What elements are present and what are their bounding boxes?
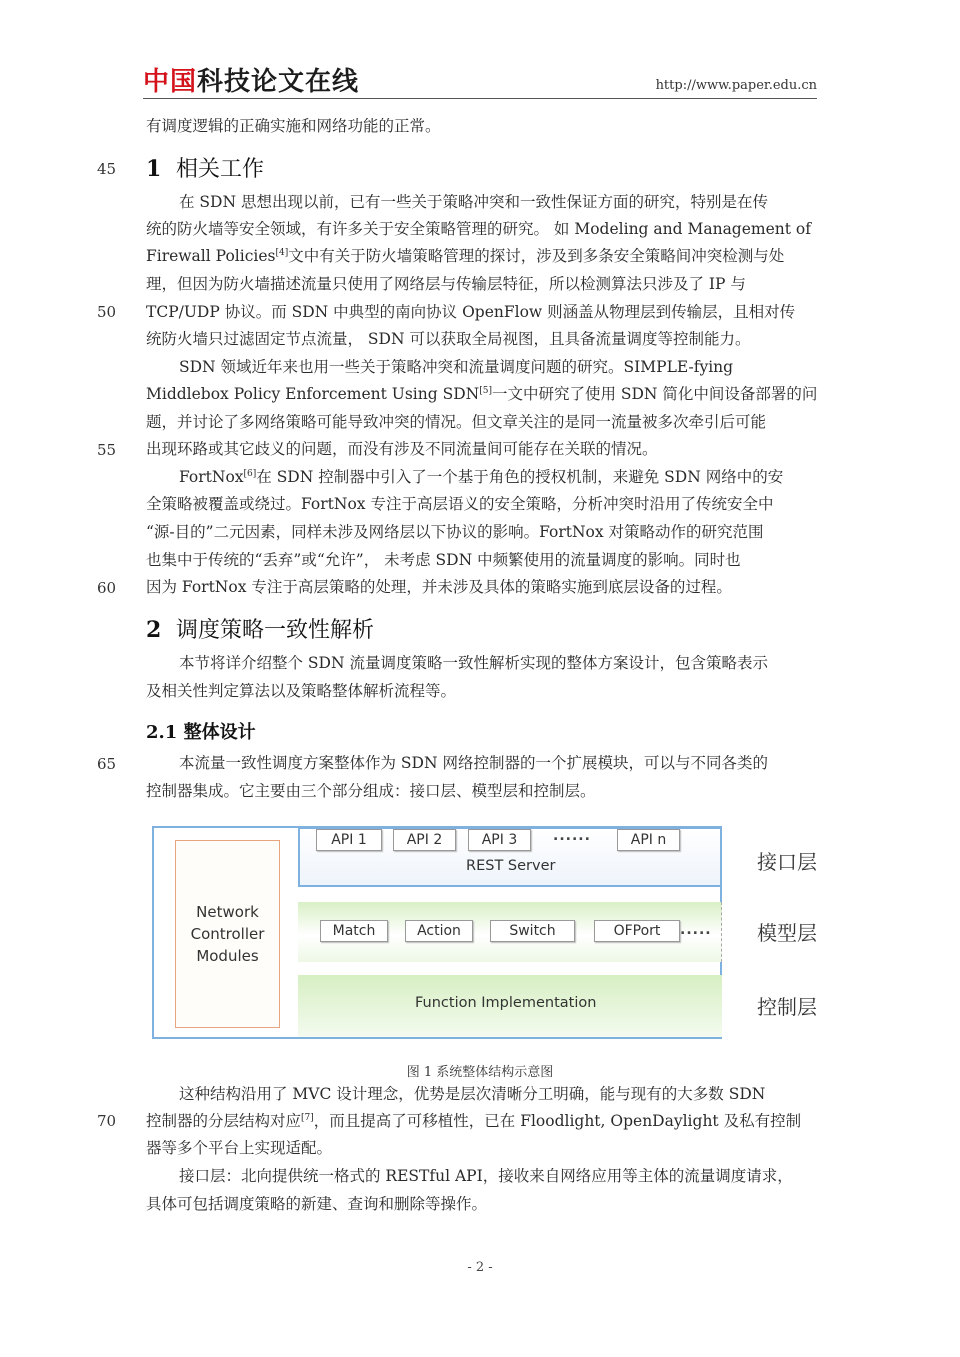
citation-ref[interactable]: [4] — [275, 247, 289, 258]
section-heading-1: 1 相关工作 — [146, 156, 265, 182]
text-line: 本节将详介绍整个 SDN 流量调度策略一致性解析实现的整体方案设计，包含策略表示 — [179, 654, 768, 672]
model-box: Switch — [490, 920, 575, 942]
line-number: 70 — [97, 1112, 117, 1130]
section-heading-2: 2 调度策略一致性解析 — [146, 617, 375, 643]
line-number: 55 — [97, 441, 117, 459]
line-number: 60 — [97, 579, 117, 597]
text-line: 出现环路或其它歧义的问题，而没有涉及不同流量间可能存在关联的情况。 — [146, 440, 658, 458]
text-line: 控制器的分层结构对应[7]，而且提高了可移植性，已在 Floodlight, OpenDaylight 及私有控制 — [146, 1112, 802, 1130]
text-line: 及相关性判定算法以及策略整体解析流程等。 — [146, 682, 457, 700]
network-controller-modules: Network Controller Modules — [175, 840, 280, 1028]
text-line: 理，但因为防火墙描述流量只使用了网络层与传输层特征，所以检测算法只涉及了 IP 与 — [146, 275, 746, 293]
text-line: 这种结构沿用了 MVC 设计理念，优势是层次清晰分工明确，能与现有的大多数 SDN — [179, 1085, 766, 1103]
text-line: Middlebox Policy Enforcement Using SDN[5]一文中研究了使用 SDN 简化中间设备部署的问 — [146, 385, 818, 403]
text-line: 全策略被覆盖或绕过。FortNox 专注于高层语义的安全策略，分析冲突时沿用了传统安全中 — [146, 495, 774, 513]
header-rule — [143, 98, 817, 99]
citation-ref[interactable]: [7] — [301, 1112, 314, 1123]
text-line: 控制器集成。它主要由三个部分组成：接口层、模型层和控制层。 — [146, 782, 596, 800]
text-line: TCP/UDP 协议。而 SDN 中典型的南向协议 OpenFlow 则涵盖从物理层到传输层，且相对传 — [146, 303, 796, 321]
page-number: - 2 - — [467, 1260, 493, 1275]
text-line: 接口层：北向提供统一格式的 RESTful API，接收来自网络应用等主体的流量调度请求， — [179, 1167, 793, 1185]
line-number: 45 — [97, 160, 117, 178]
rest-server-label: REST Server — [466, 858, 556, 874]
line-number: 50 — [97, 303, 117, 321]
figure-caption: 图 1 系统整体结构示意图 — [406, 1065, 554, 1080]
layer-label-control: 控制层 — [757, 995, 817, 1019]
text-line: 题，并讨论了多网络策略可能导致冲突的情况。但文章关注的是同一流量被多次牵引后可能 — [146, 413, 767, 431]
text-line: SDN 领域近年来也用一些关于策略冲突和流量调度问题的研究。SIMPLE-fying — [179, 358, 734, 376]
text-line: 统防火墙只过滤固定节点流量， SDN 可以获取全局视图，且具备流量调度等控制能力。 — [146, 330, 751, 348]
text-line: Firewall Policies[4]文中有关于防火墙策略管理的探讨，涉及到多条安全策略间冲突检测与处 — [146, 247, 785, 265]
text-line: 器等多个平台上实现适配。 — [146, 1139, 333, 1157]
text-line: 也集中于传统的“丢弃”或“允许”， 未考虑 SDN 中频繁使用的流量调度的影响。同时也 — [146, 551, 741, 569]
model-box: OFPort — [594, 920, 680, 942]
line-number: 65 — [97, 755, 117, 773]
function-implementation-label: Function Implementation — [415, 995, 597, 1011]
api-box: API 2 — [393, 829, 456, 851]
text-line: 具体可包括调度策略的新建、查询和删除等操作。 — [146, 1195, 488, 1213]
journal-logo: 中国科技论文在线 — [143, 67, 360, 97]
model-box: Match — [320, 920, 388, 942]
api-box: API 3 — [468, 829, 531, 851]
model-ellipsis: ..... — [680, 922, 712, 938]
model-box: Action — [405, 920, 473, 942]
text-line: FortNox[6]在 SDN 控制器中引入了一个基于角色的授权机制，来避免 SDN 网络中的安 — [179, 468, 784, 486]
api-box: API 1 — [316, 829, 382, 851]
text-line: 在 SDN 思想出现以前，已有一些关于策略冲突和一致性保证方面的研究，特别是在传 — [179, 193, 768, 211]
text-line: 本流量一致性调度方案整体作为 SDN 网络控制器的一个扩展模块，可以与不同各类的 — [179, 754, 768, 772]
text-line: “源-目的”二元因素，同样未涉及网络层以下协议的影响。FortNox 对策略动作的研究范围 — [146, 523, 764, 541]
text-line: 有调度逻辑的正确实施和网络功能的正常。 — [146, 117, 441, 135]
api-box: API n — [617, 829, 680, 851]
citation-ref[interactable]: [5] — [479, 385, 492, 396]
citation-ref[interactable]: [6] — [243, 468, 257, 479]
layer-label-model: 模型层 — [757, 921, 817, 945]
journal-url[interactable]: http://www.paper.edu.cn — [655, 78, 817, 93]
api-ellipsis: ...... — [553, 828, 591, 844]
text-line: 因为 FortNox 专注于高层策略的处理，并未涉及具体的策略实施到底层设备的过程。 — [146, 578, 732, 596]
subsection-heading: 2.1 整体设计 — [146, 722, 256, 743]
text-line: 统的防火墙等安全领域，有许多关于安全策略管理的研究。 如 Modeling and Management of — [146, 220, 811, 238]
layer-label-interface: 接口层 — [757, 850, 817, 874]
